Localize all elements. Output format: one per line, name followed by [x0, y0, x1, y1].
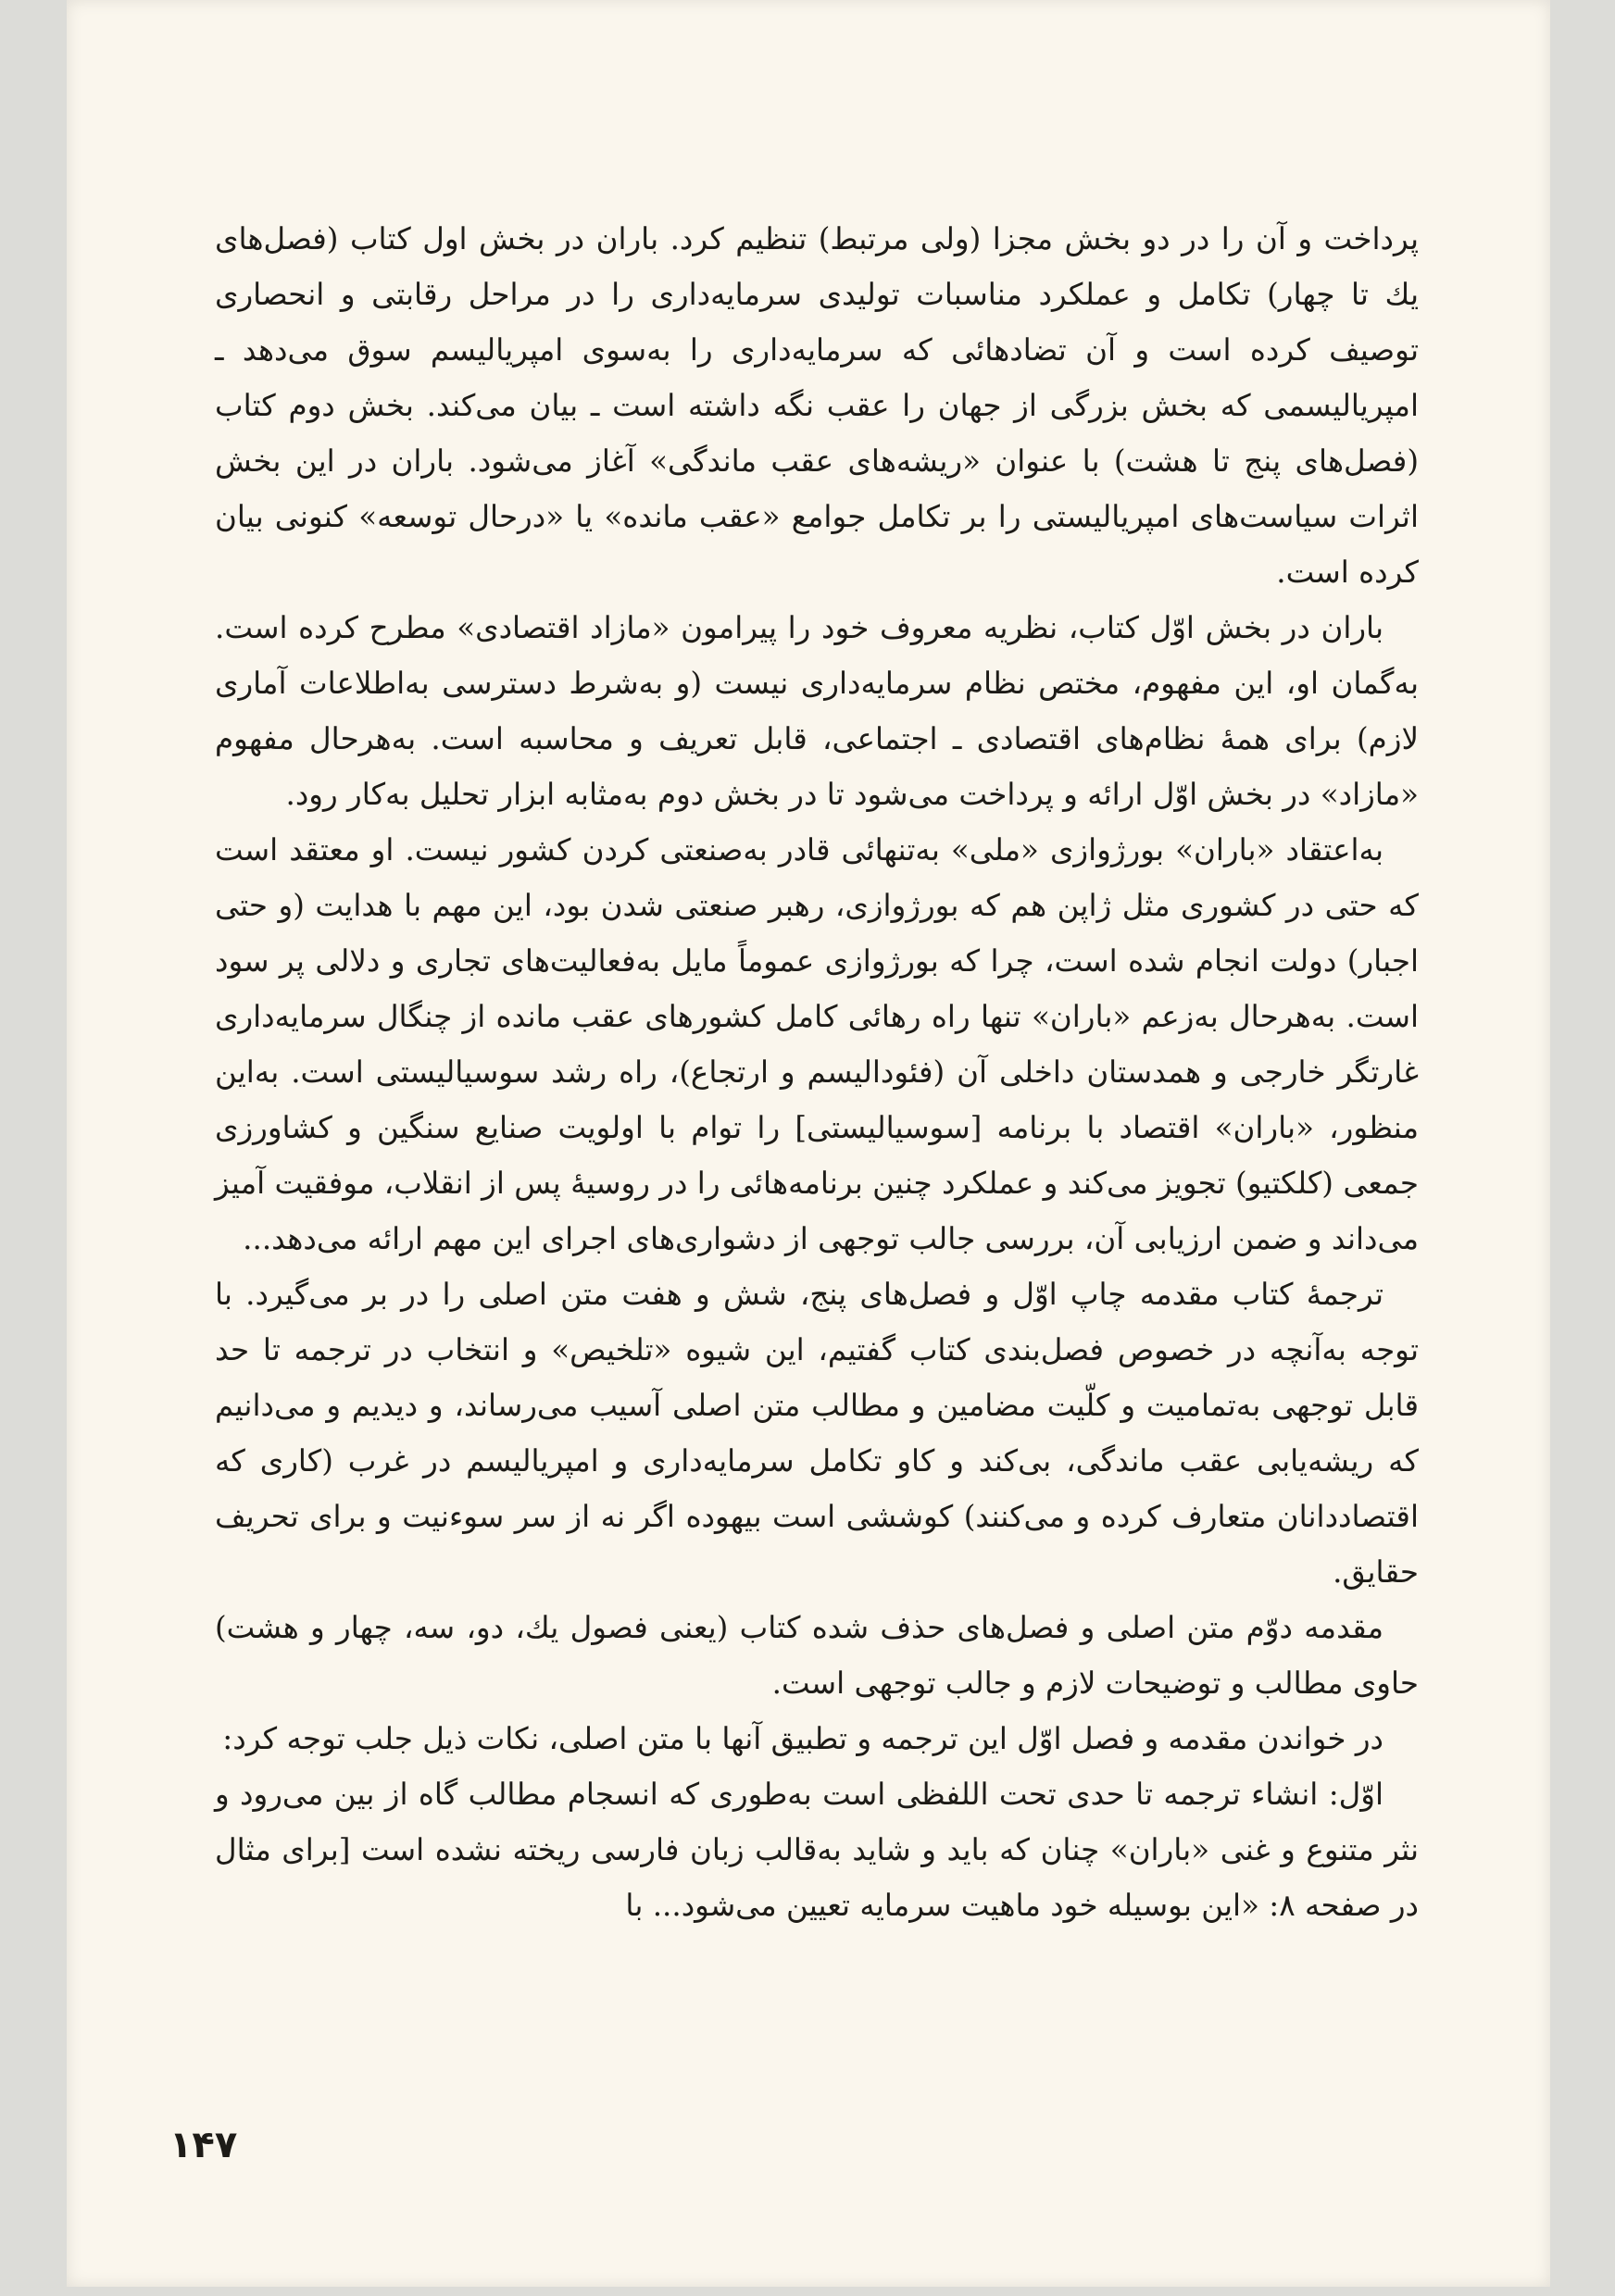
body-text — [215, 211, 1419, 1933]
paragraph: پرداخت و آن را در دو بخش مجزا (ولی مرتبط) تنظیم کرد. باران در بخش اول کتاب (فصل‌های یك تا چهار) تکامل و عملکرد مناسبات تولیدی سرمایه‌داری را در مراحل رقابتی و انحصاری توصیف کرده است و آن تضادهائی که سرمایه‌داری را به‌سوی امپریالیسم سوق می‌دهد ـ امپریالیسمی که بخش بزرگی از جهان را عقب نگه داشته است ـ بیان می‌کند. بخش دوم کتاب (فصل‌های پنج تا هشت) با عنوان «ریشه‌های عقب ماندگی» آغاز می‌شود. باران در این بخش اثرات سیاست‌های امپریالیستی را بر تکامل جوامع «عقب مانده» یا «درحال توسعه» کنونی بیان کرده است. — [215, 221, 1419, 590]
book-page — [67, 0, 1550, 2287]
paragraph: در خواندن مقدمه و فصل اوّل این ترجمه و تطبیق آنها با متن اصلی، نکات ذیل جلب توجه کرد: — [222, 1721, 1383, 1756]
paragraph: به‌اعتقاد «باران» بورژوازی «ملی» به‌تنهائی قادر به‌صنعتی کردن کشور نیست. او معتقد است که حتی در کشوری مثل ژاپن هم که بورژوازی، رهبر صنعتی شدن بود، این مهم با هدایت (و حتی اجبار) دولت انجام شده است، چرا که بورژوازی عموماً مایل به‌فعالیت‌های تجاری و دلالی پر سود است. به‌هرحال به‌زعم «باران» تنها راه رهائی کامل کشورهای عقب مانده از چنگال سرمایه‌داری غارتگر خارجی و همدستان داخلی آن (فئودالیسم و ارتجاع)، راه رشد سوسیالیستی است. به‌این منظور، «باران» اقتصاد با برنامه [سوسیالیستی] را توام با اولویت صنایع سنگین و کشاورزی جمعی (کلکتیو) تجویز می‌کند و عملکرد چنین برنامه‌هائی را در روسیهٔ پس از انقلاب، موفقیت آمیز می‌داند و ضمن ارزیابی آن، بررسی جالب توجهی از دشواری‌های اجرای این مهم ارائه می‌دهد... — [215, 832, 1419, 1256]
paragraph: باران در بخش اوّل کتاب، نظریه معروف خود را پیرامون «مازاد اقتصادی» مطرح کرده است. به‌گمان او، این مفهوم، مختص نظام سرمایه‌داری نیست (و به‌شرط دسترسی به‌اطلاعات آماری لازم) برای همهٔ نظام‌های اقتصادی ـ اجتماعی، قابل تعریف و محاسبه است. به‌هرحال مفهوم «مازاد» در بخش اوّل ارائه و پرداخت می‌شود تا در بخش دوم به‌مثابه ابزار تحلیل به‌کار رود. — [215, 610, 1419, 812]
paragraph: مقدمه دوّم متن اصلی و فصل‌های حذف شده کتاب (یعنی فصول یك، دو، سه، چهار و هشت) حاوی مطالب و توضیحات لازم و جالب توجهی است. — [215, 1610, 1419, 1701]
page-number: ۱۴۷ — [169, 2124, 238, 2166]
paragraph: اوّل: انشاء ترجمه تا حدی تحت اللفظی است به‌طوری که انسجام مطالب گاه از بین می‌رود و نثر متنوع و غنی «باران» چنان که باید و شاید به‌قالب زبان فارسی ریخته نشده است [برای مثال در صفحه ۸: «این بوسیله خود ماهیت سرمایه تعیین می‌شود... با — [215, 1777, 1419, 1923]
paragraph: ترجمهٔ کتاب مقدمه چاپ اوّل و فصل‌های پنج، شش و هفت متن اصلی را در بر می‌گیرد. با توجه به‌آنچه در خصوص فصل‌بندی کتاب گفتیم، این شیوه «تلخیص» و انتخاب در ترجمه تا حد قابل توجهی به‌تمامیت و کلّیت مضامین و مطالب متن اصلی آسیب می‌رساند، و دیدیم و می‌دانیم که ریشه‌یابی عقب ماندگی، بی‌کند و کاو تکامل سرمایه‌داری و امپریالیسم در غرب (کاری که اقتصاددانان متعارف کرده و می‌کنند) کوششی است بیهوده اگر نه از سر سوءنیت و برای تحریف حقایق. — [215, 1277, 1419, 1590]
